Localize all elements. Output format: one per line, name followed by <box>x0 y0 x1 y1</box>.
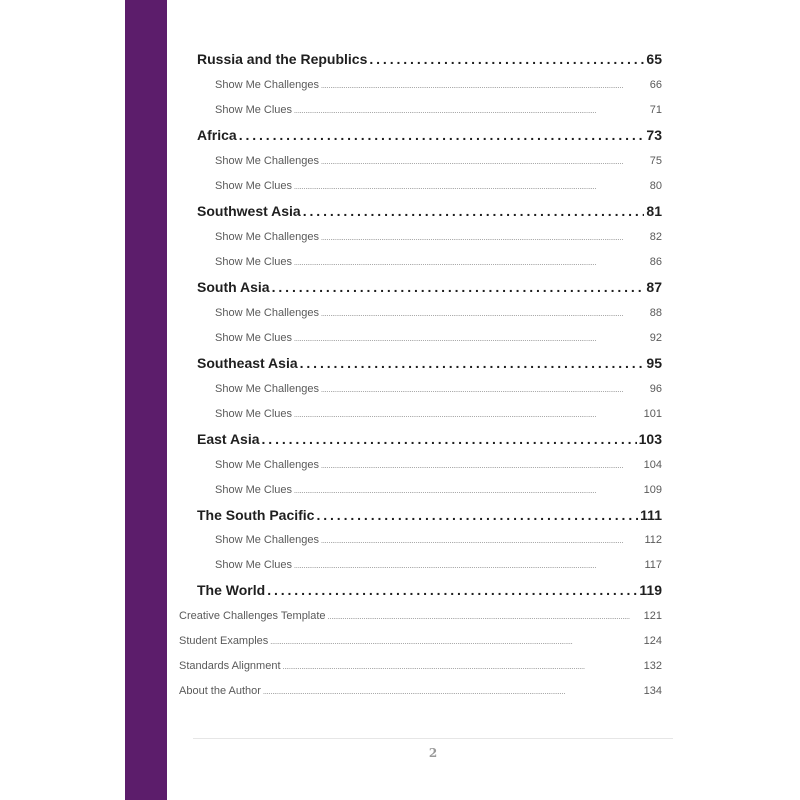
sub-entry-page-number: 92 <box>649 332 662 344</box>
section-title: Southwest Asia <box>197 203 301 219</box>
section-page-number: 81 <box>646 203 662 219</box>
sub-entry-label: Show Me Challenges <box>215 459 319 471</box>
toc-section-south-pacific[interactable] <box>197 507 662 523</box>
footer-divider <box>193 738 673 739</box>
back-matter-label: Creative Challenges Template <box>179 610 326 622</box>
section-page-number: 95 <box>646 355 662 371</box>
dot-leader <box>321 463 642 470</box>
dot-leader <box>321 311 648 318</box>
back-matter-page-number: 132 <box>643 660 662 672</box>
sub-entry-label: Show Me Challenges <box>215 155 319 167</box>
toc-sub-entry[interactable] <box>215 484 662 496</box>
sub-entry-page-number: 71 <box>649 104 662 116</box>
sub-entry-label: Show Me Clues <box>215 484 293 496</box>
section-page-number: 111 <box>640 507 662 523</box>
section-title: The South Pacific <box>197 507 315 523</box>
section-title: Southeast Asia <box>197 355 298 371</box>
section-page-number: 65 <box>646 51 662 67</box>
sub-entry-page-number: 117 <box>644 559 662 571</box>
dot-leader <box>303 203 645 219</box>
sub-entry-page-number: 112 <box>644 534 662 546</box>
dot-leader <box>321 83 648 90</box>
sub-entry-label: Show Me Clues <box>215 408 293 420</box>
toc-sub-entry[interactable] <box>215 307 662 319</box>
sub-entry-page-number: 96 <box>649 383 662 395</box>
toc-sub-entry[interactable] <box>215 231 662 243</box>
dot-leader <box>321 159 648 166</box>
section-title: Africa <box>197 127 237 143</box>
dot-leader <box>328 614 642 621</box>
toc-back-matter-entry[interactable] <box>179 660 662 672</box>
back-matter-label: Student Examples <box>179 635 269 647</box>
sub-entry-page-number: 88 <box>649 307 662 319</box>
back-matter-page-number: 134 <box>643 685 662 697</box>
dot-leader <box>294 336 648 343</box>
sub-entry-label: Show Me Challenges <box>215 79 319 91</box>
dot-leader <box>283 664 642 671</box>
dot-leader <box>294 108 648 115</box>
sub-entry-label: Show Me Clues <box>215 256 293 268</box>
sub-entry-label: Show Me Clues <box>215 180 293 192</box>
dot-leader <box>294 184 648 191</box>
toc-sub-entry[interactable] <box>215 256 662 268</box>
dot-leader <box>321 387 648 394</box>
sub-entry-label: Show Me Challenges <box>215 307 319 319</box>
section-title: South Asia <box>197 279 270 295</box>
back-matter-label: About the Author <box>179 685 261 697</box>
toc-sub-entry[interactable] <box>215 383 662 395</box>
toc-section-africa[interactable] <box>197 127 662 143</box>
toc-sub-entry[interactable] <box>215 332 662 344</box>
sub-entry-page-number: 101 <box>643 408 662 420</box>
dot-leader <box>321 538 643 545</box>
toc-sub-entry[interactable] <box>215 408 662 420</box>
back-matter-page-number: 124 <box>643 635 662 647</box>
sub-entry-label: Show Me Challenges <box>215 231 319 243</box>
toc-section-southwest-asia[interactable] <box>197 203 662 219</box>
back-matter-label: Standards Alignment <box>179 660 281 672</box>
section-page-number: 103 <box>638 431 662 447</box>
section-title: East Asia <box>197 431 260 447</box>
toc-sub-entry[interactable] <box>215 559 662 571</box>
section-page-number: 73 <box>646 127 662 143</box>
dot-leader <box>294 260 648 267</box>
toc-back-matter-entry[interactable] <box>179 635 662 647</box>
sub-entry-label: Show Me Clues <box>215 559 293 571</box>
toc-back-matter-entry[interactable] <box>179 685 662 697</box>
sub-entry-label: Show Me Clues <box>215 332 293 344</box>
sub-entry-page-number: 75 <box>649 155 662 167</box>
sub-entry-page-number: 104 <box>643 459 662 471</box>
dot-leader <box>294 488 642 495</box>
section-title: The World <box>197 582 266 598</box>
section-page-number: 87 <box>646 279 662 295</box>
sub-entry-label: Show Me Challenges <box>215 534 319 546</box>
dot-leader <box>272 279 645 295</box>
toc-sub-entry[interactable] <box>215 180 662 192</box>
sub-entry-label: Show Me Clues <box>215 104 293 116</box>
toc-sub-entry[interactable] <box>215 459 662 471</box>
sub-entry-page-number: 109 <box>643 484 662 496</box>
sub-entry-page-number: 80 <box>649 180 662 192</box>
dot-leader <box>300 355 645 371</box>
dot-leader <box>270 639 641 646</box>
toc-back-matter-entry[interactable] <box>179 610 662 622</box>
toc-sub-entry[interactable] <box>215 534 662 546</box>
toc-section-southeast-asia[interactable] <box>197 355 662 371</box>
toc-section-south-asia[interactable] <box>197 279 662 295</box>
dot-leader <box>294 412 642 419</box>
dot-leader <box>316 507 638 523</box>
dot-leader <box>267 582 637 598</box>
toc-sub-entry[interactable] <box>215 79 662 91</box>
sub-entry-page-number: 86 <box>649 256 662 268</box>
section-title: Russia and the Republics <box>197 51 368 67</box>
sub-entry-page-number: 66 <box>649 79 662 91</box>
sub-entry-page-number: 82 <box>649 231 662 243</box>
toc-sub-entry[interactable] <box>215 155 662 167</box>
toc-section-east-asia[interactable] <box>197 431 662 447</box>
toc-section-the-world[interactable] <box>197 582 662 598</box>
toc-section-russia[interactable] <box>197 51 662 67</box>
page-number: 2 <box>428 746 438 760</box>
dot-leader <box>294 563 642 570</box>
dot-leader <box>262 431 637 447</box>
toc-sub-entry[interactable] <box>215 104 662 116</box>
sub-entry-label: Show Me Challenges <box>215 383 319 395</box>
dot-leader <box>321 235 648 242</box>
dot-leader <box>239 127 645 143</box>
section-page-number: 119 <box>639 582 662 598</box>
back-matter-page-number: 121 <box>643 610 662 622</box>
dot-leader <box>369 51 644 67</box>
dot-leader <box>263 689 642 696</box>
